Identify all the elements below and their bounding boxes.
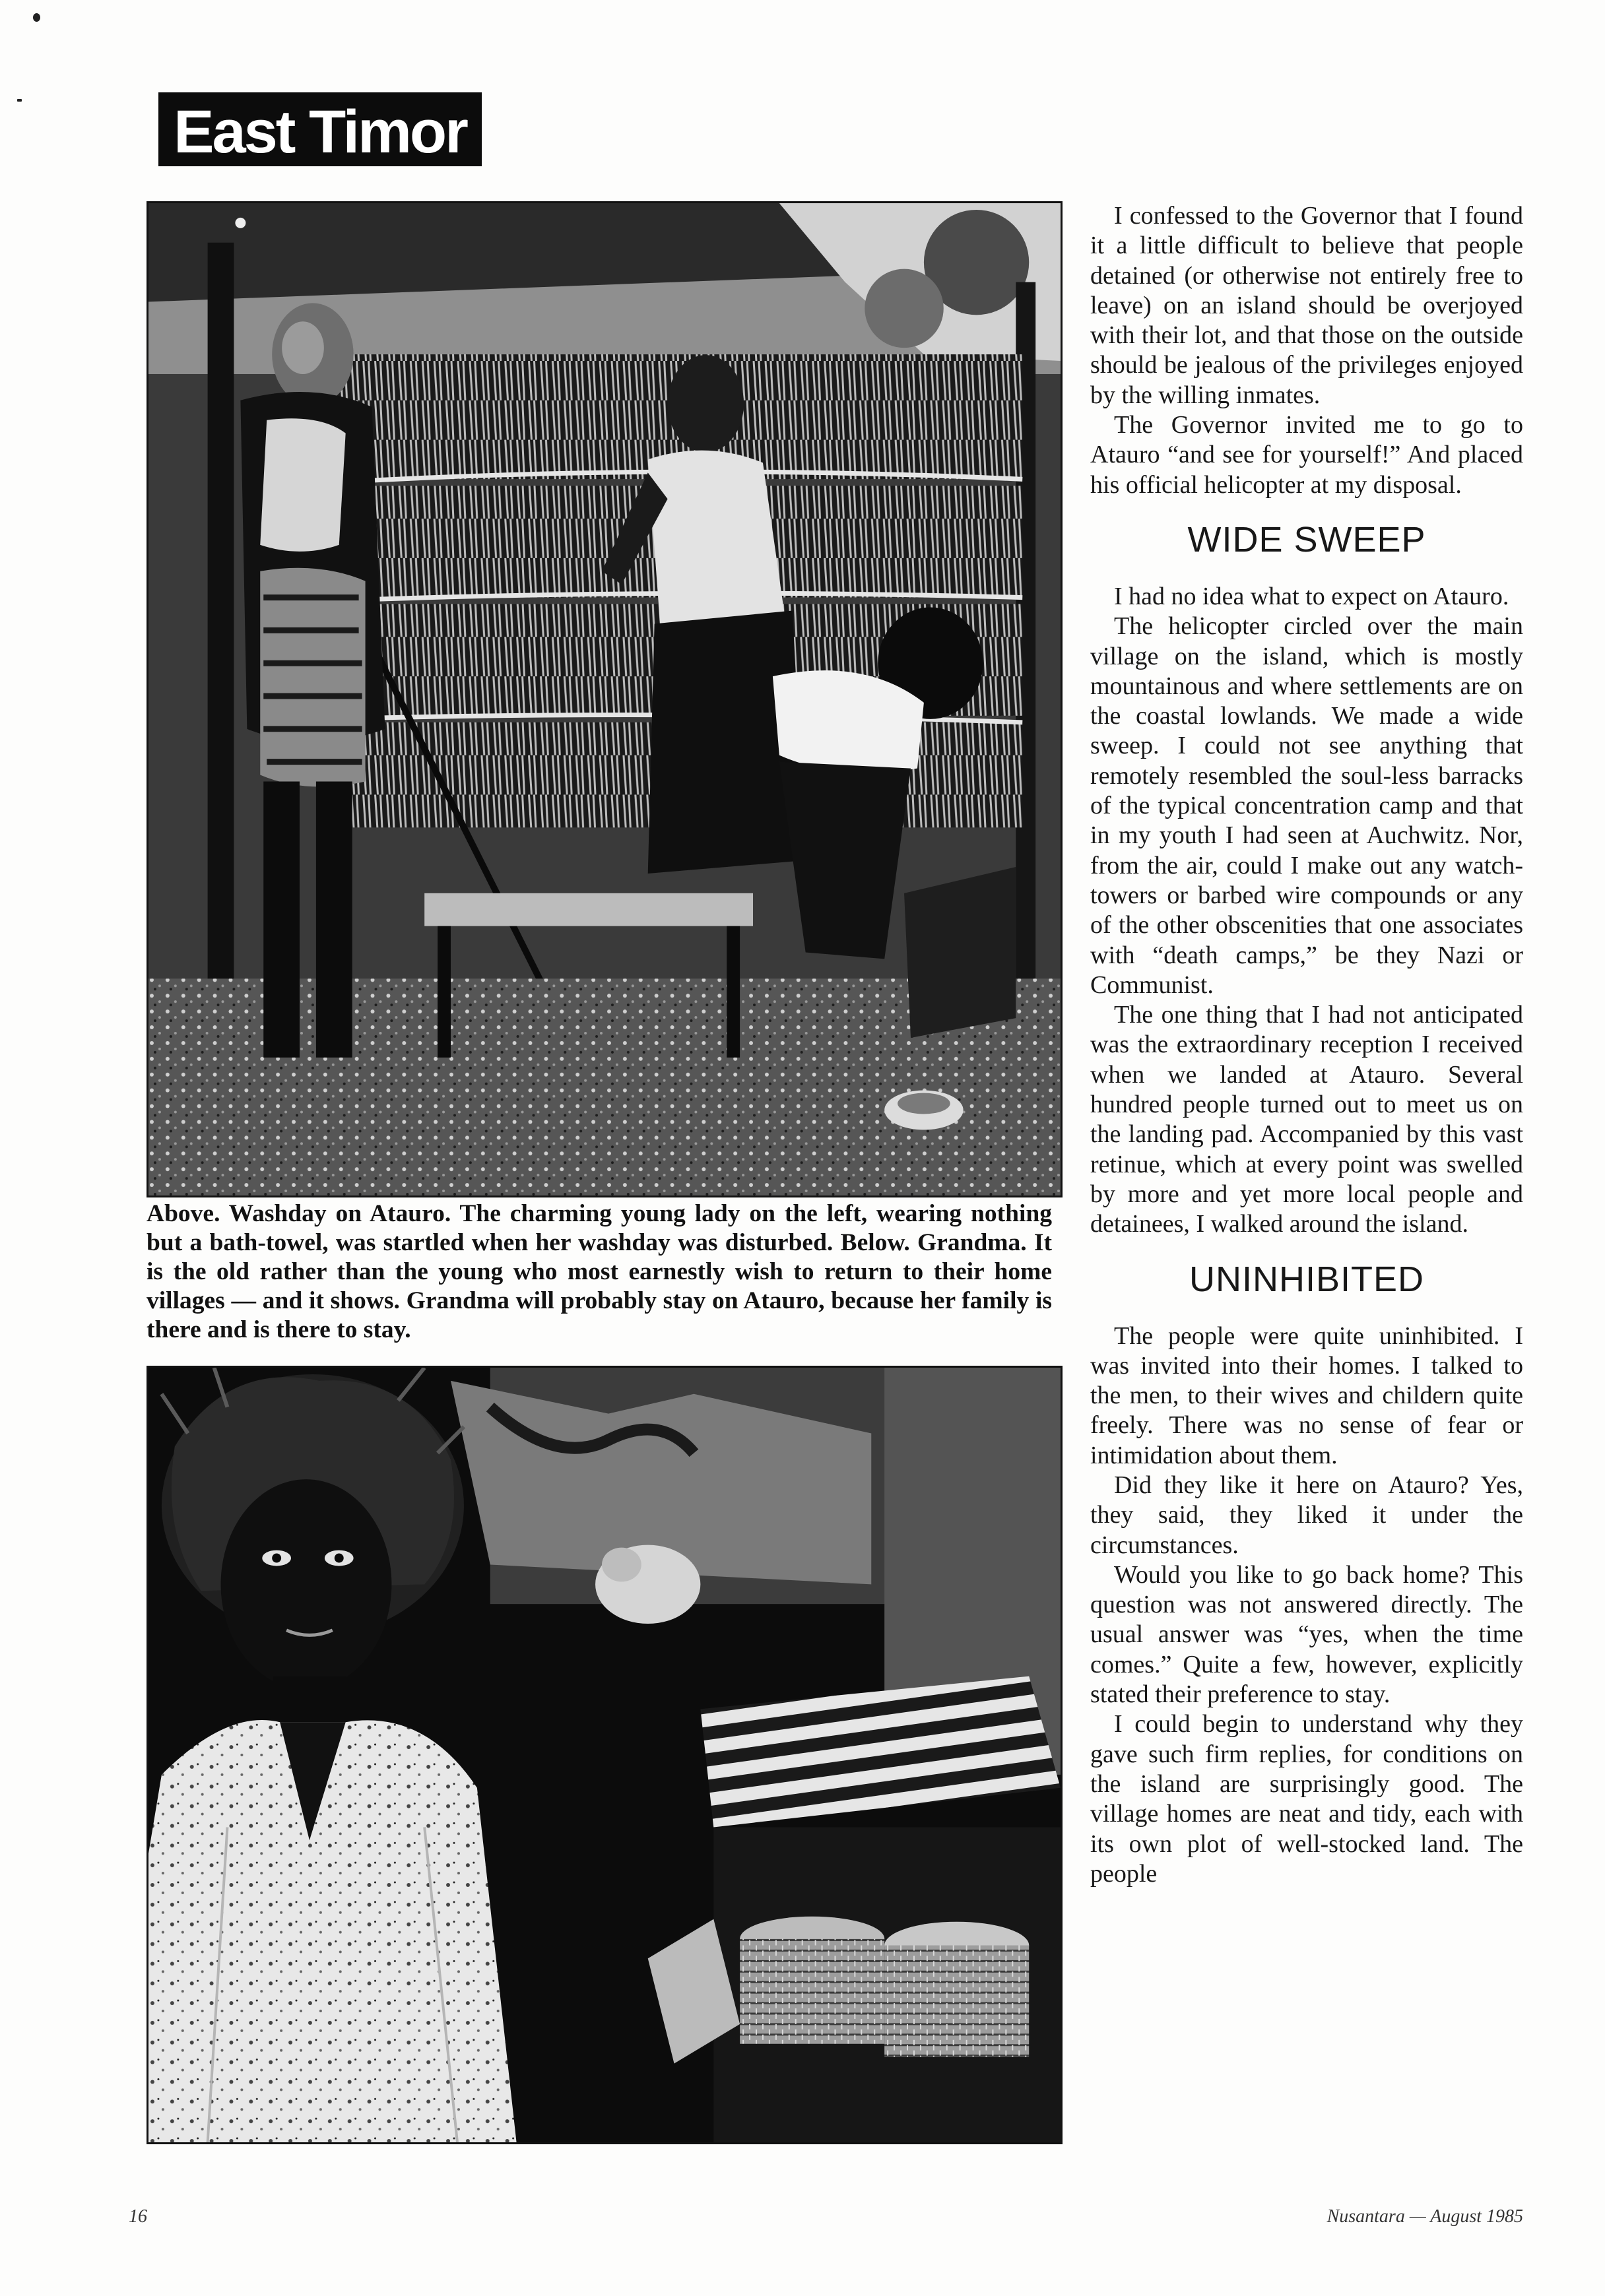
article-paragraph: Did they like it here on Atauro? Yes, they said, they liked it under the circumstances. bbox=[1090, 1471, 1523, 1559]
publication-footer: Nusantara — August 1985 bbox=[1327, 2206, 1523, 2227]
photo-washday-image bbox=[148, 203, 1061, 1196]
article-paragraph: The helicopter circled over the main village on the island, which is mostly mountainous and where settlements are on the coastal lowlands. We made a wide sweep. I could not see anything that remotely resembled the soul-less barracks of the typical concentration camp and that in my youth I had seen at Auchwitz. Nor, from the air, could I make out any watch-towers or barbed wire compounds or any of the other obscenities that one associates with “death camps,” be they Nazi or Communist. bbox=[1090, 612, 1523, 999]
subheading-uninhibited: UNINHIBITED bbox=[1189, 1259, 1424, 1299]
article-paragraph: The Governor invited me to go to Atauro “and see for yourself!” And placed his official helicopter at my disposal. bbox=[1090, 411, 1523, 499]
scan-speck bbox=[33, 13, 40, 22]
article-paragraph: I could begin to understand why they gave such firm replies, for conditions on the island are surprisingly good. The village homes are neat and tidy, each with its own plot of well-stocked land. The people bbox=[1090, 1710, 1523, 1888]
article-paragraph: The people were quite uninhibited. I was invited into their homes. I talked to the men, to their wives and childern quite freely. There was no sense of fear or intimidation about them. bbox=[1090, 1322, 1523, 1469]
section-tag: East Timor bbox=[158, 92, 482, 166]
photo-grandma-image bbox=[148, 1368, 1061, 2142]
photo-washday bbox=[147, 201, 1063, 1197]
photo-grandma bbox=[147, 1366, 1063, 2144]
article-paragraph: I had no idea what to expect on Atauro. bbox=[1114, 582, 1509, 610]
scan-speck bbox=[17, 99, 22, 102]
article-paragraph: Would you like to go back home? This question was not answered directly. The usual answer was “yes, when the time comes.” Quite a few, however, explicitly stated their preference to stay. bbox=[1090, 1560, 1523, 1709]
article-paragraph: The one thing that I had not anticipated was the extraordinary reception I received when we landed at Atauro. Several hundred people turned out to meet us on the landing pad. Accompanied by this vast retinue, which at every point was swelled by more and yet more local people and detainees, I walked around the island. bbox=[1090, 1001, 1523, 1238]
article-paragraph: I confessed to the Governor that I found it a little difficult to believe that people detained (or otherwise not entirely free to leave) on an island should be overjoyed with their lot, and that those on the outside should be jealous of the privileges enjoyed by the willing inmates. bbox=[1090, 202, 1523, 409]
page-number: 16 bbox=[129, 2206, 147, 2227]
article-column bbox=[1090, 201, 1523, 1889]
subheading-wide-sweep: WIDE SWEEP bbox=[1187, 519, 1426, 559]
photo-caption: Above. Washday on Atauro. The charming young lady on the left, wearing nothing but a bath-towel, was startled when her washday was disturbed. Below. Grandma. It is the old rather than the young who most earnestly wish to return to their home villages — and it shows. Grandma will probably stay on Atauro, because her family is there and is there to stay. bbox=[147, 1200, 1052, 1343]
